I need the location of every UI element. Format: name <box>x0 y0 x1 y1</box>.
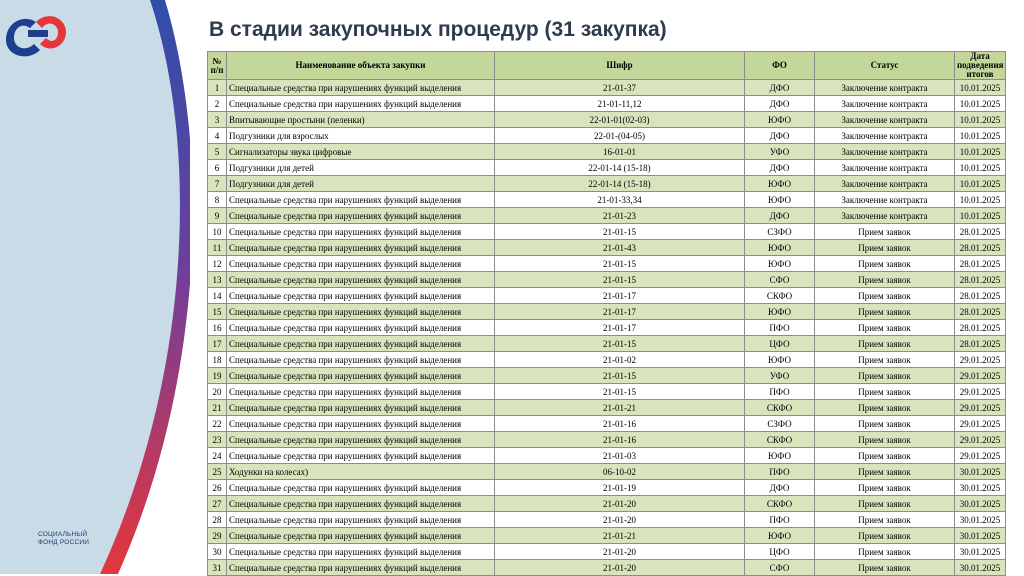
result-date: 29.01.2025 <box>955 400 1006 416</box>
federal-district: ЮФО <box>745 528 815 544</box>
row-number: 3 <box>208 112 227 128</box>
item-name: Специальные средства при нарушениях функций выделения <box>227 544 495 560</box>
row-number: 12 <box>208 256 227 272</box>
item-name: Специальные средства при нарушениях функций выделения <box>227 480 495 496</box>
item-code: 22-01-14 (15-18) <box>495 160 745 176</box>
federal-district: ДФО <box>745 208 815 224</box>
item-name: Подгузники для детей <box>227 160 495 176</box>
table-row <box>208 416 1006 432</box>
row-number: 13 <box>208 272 227 288</box>
table-row <box>208 448 1006 464</box>
row-number: 8 <box>208 192 227 208</box>
item-name: Специальные средства при нарушениях функций выделения <box>227 304 495 320</box>
item-code: 16-01-01 <box>495 144 745 160</box>
federal-district: ЮФО <box>745 352 815 368</box>
item-code: 21-01-16 <box>495 416 745 432</box>
item-code: 21-01-19 <box>495 480 745 496</box>
status: Заключение контракта <box>815 144 955 160</box>
table-row <box>208 400 1006 416</box>
item-code: 21-01-03 <box>495 448 745 464</box>
row-number: 20 <box>208 384 227 400</box>
row-number: 29 <box>208 528 227 544</box>
table-row <box>208 240 1006 256</box>
result-date: 10.01.2025 <box>955 80 1006 96</box>
col-header-fo: ФО <box>745 52 815 80</box>
result-date: 28.01.2025 <box>955 336 1006 352</box>
item-code: 21-01-16 <box>495 432 745 448</box>
item-code: 21-01-15 <box>495 224 745 240</box>
item-code: 21-01-33,34 <box>495 192 745 208</box>
federal-district: СКФО <box>745 400 815 416</box>
federal-district: ПФО <box>745 512 815 528</box>
item-name: Специальные средства при нарушениях функций выделения <box>227 432 495 448</box>
federal-district: СФО <box>745 272 815 288</box>
table-row <box>208 176 1006 192</box>
row-number: 27 <box>208 496 227 512</box>
federal-district: ЦФО <box>745 544 815 560</box>
item-name: Специальные средства при нарушениях функций выделения <box>227 240 495 256</box>
table-row <box>208 464 1006 480</box>
row-number: 21 <box>208 400 227 416</box>
table-header-row <box>208 52 1006 80</box>
status: Прием заявок <box>815 400 955 416</box>
item-name: Специальные средства при нарушениях функций выделения <box>227 512 495 528</box>
logo-text-line2: ФОНД РОССИИ <box>38 539 90 546</box>
row-number: 11 <box>208 240 227 256</box>
table-row <box>208 256 1006 272</box>
table-row <box>208 96 1006 112</box>
table-row <box>208 208 1006 224</box>
status: Прием заявок <box>815 272 955 288</box>
item-name: Специальные средства при нарушениях функций выделения <box>227 320 495 336</box>
result-date: 29.01.2025 <box>955 416 1006 432</box>
result-date: 28.01.2025 <box>955 288 1006 304</box>
federal-district: ПФО <box>745 384 815 400</box>
page-title: В стадии закупочных процедур (31 закупка) <box>209 18 667 41</box>
status: Заключение контракта <box>815 112 955 128</box>
row-number: 28 <box>208 512 227 528</box>
result-date: 30.01.2025 <box>955 496 1006 512</box>
item-name: Специальные средства при нарушениях функций выделения <box>227 208 495 224</box>
status: Заключение контракта <box>815 96 955 112</box>
item-name: Специальные средства при нарушениях функций выделения <box>227 256 495 272</box>
federal-district: ЮФО <box>745 176 815 192</box>
table-row <box>208 496 1006 512</box>
social-fund-logo-icon <box>0 0 72 60</box>
status: Прием заявок <box>815 320 955 336</box>
item-code: 21-01-21 <box>495 400 745 416</box>
row-number: 19 <box>208 368 227 384</box>
row-number: 4 <box>208 128 227 144</box>
table-row <box>208 336 1006 352</box>
status: Заключение контракта <box>815 208 955 224</box>
result-date: 10.01.2025 <box>955 208 1006 224</box>
row-number: 26 <box>208 480 227 496</box>
result-date: 28.01.2025 <box>955 304 1006 320</box>
federal-district: ПФО <box>745 320 815 336</box>
result-date: 30.01.2025 <box>955 512 1006 528</box>
item-code: 21-01-15 <box>495 384 745 400</box>
item-code: 21-01-20 <box>495 512 745 528</box>
result-date: 10.01.2025 <box>955 112 1006 128</box>
table-row <box>208 560 1006 576</box>
status: Прием заявок <box>815 240 955 256</box>
col-header-number: № п/п <box>208 52 227 80</box>
item-code: 22-01-14 (15-18) <box>495 176 745 192</box>
row-number: 1 <box>208 80 227 96</box>
federal-district: ЮФО <box>745 256 815 272</box>
result-date: 10.01.2025 <box>955 160 1006 176</box>
status: Прием заявок <box>815 224 955 240</box>
table-row <box>208 144 1006 160</box>
status: Прием заявок <box>815 464 955 480</box>
row-number: 17 <box>208 336 227 352</box>
result-date: 10.01.2025 <box>955 128 1006 144</box>
decorative-side-panel <box>0 0 180 574</box>
item-name: Специальные средства при нарушениях функций выделения <box>227 80 495 96</box>
table-row <box>208 192 1006 208</box>
row-number: 23 <box>208 432 227 448</box>
federal-district: СЗФО <box>745 416 815 432</box>
status: Прием заявок <box>815 256 955 272</box>
federal-district: ЦФО <box>745 336 815 352</box>
item-code: 21-01-15 <box>495 368 745 384</box>
status: Прием заявок <box>815 480 955 496</box>
item-name: Специальные средства при нарушениях функций выделения <box>227 416 495 432</box>
row-number: 7 <box>208 176 227 192</box>
item-code: 21-01-20 <box>495 560 745 576</box>
item-code: 21-01-15 <box>495 256 745 272</box>
federal-district: УФО <box>745 368 815 384</box>
status: Прием заявок <box>815 512 955 528</box>
item-code: 21-01-15 <box>495 272 745 288</box>
table-row <box>208 512 1006 528</box>
federal-district: ДФО <box>745 480 815 496</box>
decorative-swoosh <box>0 0 190 574</box>
row-number: 2 <box>208 96 227 112</box>
logo-text-line1: СОЦИАЛЬНЫЙ <box>38 531 88 538</box>
item-name: Специальные средства при нарушениях функций выделения <box>227 400 495 416</box>
result-date: 28.01.2025 <box>955 272 1006 288</box>
federal-district: ЮФО <box>745 304 815 320</box>
item-name: Впитывающие простыни (пеленки) <box>227 112 495 128</box>
table-row <box>208 80 1006 96</box>
col-header-date: Дата подведения итогов <box>955 52 1006 80</box>
result-date: 29.01.2025 <box>955 352 1006 368</box>
federal-district: ДФО <box>745 128 815 144</box>
col-header-name: Наименование объекта закупки <box>227 52 495 80</box>
result-date: 10.01.2025 <box>955 144 1006 160</box>
table-row <box>208 128 1006 144</box>
item-code: 21-01-23 <box>495 208 745 224</box>
status: Прием заявок <box>815 336 955 352</box>
item-name: Специальные средства при нарушениях функций выделения <box>227 272 495 288</box>
federal-district: УФО <box>745 144 815 160</box>
col-header-code: Шифр <box>495 52 745 80</box>
table-row <box>208 432 1006 448</box>
item-code: 21-01-21 <box>495 528 745 544</box>
table-row <box>208 160 1006 176</box>
item-name: Специальные средства при нарушениях функций выделения <box>227 448 495 464</box>
status: Прием заявок <box>815 288 955 304</box>
status: Прием заявок <box>815 496 955 512</box>
result-date: 30.01.2025 <box>955 464 1006 480</box>
result-date: 10.01.2025 <box>955 192 1006 208</box>
row-number: 31 <box>208 560 227 576</box>
item-name: Специальные средства при нарушениях функций выделения <box>227 336 495 352</box>
table-row <box>208 272 1006 288</box>
item-code: 21-01-20 <box>495 496 745 512</box>
status: Прием заявок <box>815 448 955 464</box>
result-date: 28.01.2025 <box>955 256 1006 272</box>
table-row <box>208 112 1006 128</box>
item-code: 21-01-17 <box>495 288 745 304</box>
status: Заключение контракта <box>815 160 955 176</box>
status: Прием заявок <box>815 528 955 544</box>
logo-text <box>38 531 128 547</box>
item-name: Ходунки на колесах) <box>227 464 495 480</box>
result-date: 29.01.2025 <box>955 448 1006 464</box>
col-header-status: Статус <box>815 52 955 80</box>
item-code: 21-01-37 <box>495 80 745 96</box>
status: Прием заявок <box>815 432 955 448</box>
table-row <box>208 544 1006 560</box>
row-number: 24 <box>208 448 227 464</box>
item-name: Специальные средства при нарушениях функций выделения <box>227 528 495 544</box>
federal-district: ЮФО <box>745 240 815 256</box>
row-number: 10 <box>208 224 227 240</box>
status: Прием заявок <box>815 384 955 400</box>
table-row <box>208 368 1006 384</box>
result-date: 28.01.2025 <box>955 320 1006 336</box>
item-code: 22-01-01(02-03) <box>495 112 745 128</box>
item-name: Подгузники для детей <box>227 176 495 192</box>
row-number: 6 <box>208 160 227 176</box>
item-name: Подгузники для взрослых <box>227 128 495 144</box>
table-row <box>208 320 1006 336</box>
federal-district: ЮФО <box>745 448 815 464</box>
status: Прием заявок <box>815 304 955 320</box>
item-code: 22-01-(04-05) <box>495 128 745 144</box>
federal-district: СКФО <box>745 432 815 448</box>
row-number: 25 <box>208 464 227 480</box>
status: Заключение контракта <box>815 80 955 96</box>
item-code: 21-01-15 <box>495 336 745 352</box>
table-row <box>208 480 1006 496</box>
item-code: 21-01-17 <box>495 320 745 336</box>
item-name: Специальные средства при нарушениях функций выделения <box>227 384 495 400</box>
row-number: 15 <box>208 304 227 320</box>
status: Прием заявок <box>815 560 955 576</box>
item-name: Сигнализаторы звука цифровые <box>227 144 495 160</box>
status: Прием заявок <box>815 416 955 432</box>
row-number: 9 <box>208 208 227 224</box>
result-date: 29.01.2025 <box>955 384 1006 400</box>
item-name: Специальные средства при нарушениях функций выделения <box>227 192 495 208</box>
status: Заключение контракта <box>815 128 955 144</box>
item-code: 21-01-02 <box>495 352 745 368</box>
status: Заключение контракта <box>815 176 955 192</box>
result-date: 29.01.2025 <box>955 432 1006 448</box>
row-number: 18 <box>208 352 227 368</box>
result-date: 30.01.2025 <box>955 544 1006 560</box>
result-date: 10.01.2025 <box>955 176 1006 192</box>
result-date: 30.01.2025 <box>955 528 1006 544</box>
item-name: Специальные средства при нарушениях функций выделения <box>227 368 495 384</box>
federal-district: ДФО <box>745 80 815 96</box>
result-date: 30.01.2025 <box>955 480 1006 496</box>
status: Прием заявок <box>815 544 955 560</box>
item-name: Специальные средства при нарушениях функций выделения <box>227 560 495 576</box>
row-number: 16 <box>208 320 227 336</box>
item-code: 21-01-11,12 <box>495 96 745 112</box>
status: Прием заявок <box>815 368 955 384</box>
federal-district: ДФО <box>745 160 815 176</box>
federal-district: СКФО <box>745 496 815 512</box>
status: Заключение контракта <box>815 192 955 208</box>
result-date: 28.01.2025 <box>955 224 1006 240</box>
row-number: 14 <box>208 288 227 304</box>
table-row <box>208 384 1006 400</box>
federal-district: ЮФО <box>745 112 815 128</box>
federal-district: ЮФО <box>745 192 815 208</box>
table-row <box>208 288 1006 304</box>
federal-district: ДФО <box>745 96 815 112</box>
item-code: 21-01-17 <box>495 304 745 320</box>
result-date: 29.01.2025 <box>955 368 1006 384</box>
item-name: Специальные средства при нарушениях функций выделения <box>227 96 495 112</box>
federal-district: СКФО <box>745 288 815 304</box>
item-code: 21-01-20 <box>495 544 745 560</box>
federal-district: ПФО <box>745 464 815 480</box>
item-name: Специальные средства при нарушениях функций выделения <box>227 288 495 304</box>
table-row <box>208 528 1006 544</box>
federal-district: СФО <box>745 560 815 576</box>
status: Прием заявок <box>815 352 955 368</box>
item-code: 21-01-43 <box>495 240 745 256</box>
result-date: 28.01.2025 <box>955 240 1006 256</box>
federal-district: СЗФО <box>745 224 815 240</box>
result-date: 30.01.2025 <box>955 560 1006 576</box>
row-number: 5 <box>208 144 227 160</box>
row-number: 22 <box>208 416 227 432</box>
item-name: Специальные средства при нарушениях функций выделения <box>227 224 495 240</box>
item-name: Специальные средства при нарушениях функций выделения <box>227 352 495 368</box>
result-date: 10.01.2025 <box>955 96 1006 112</box>
table-row <box>208 352 1006 368</box>
row-number: 30 <box>208 544 227 560</box>
item-code: 06-10-02 <box>495 464 745 480</box>
procurement-table <box>207 51 1006 576</box>
table-row <box>208 224 1006 240</box>
item-name: Специальные средства при нарушениях функций выделения <box>227 496 495 512</box>
table-row <box>208 304 1006 320</box>
